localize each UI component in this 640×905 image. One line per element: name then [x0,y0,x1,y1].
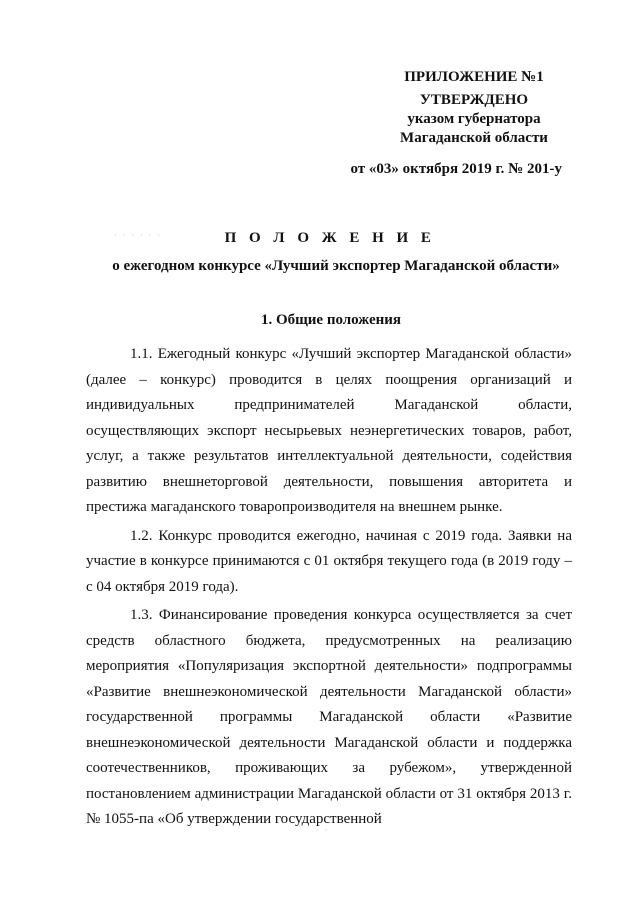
section-title: 1. Общие положения [260,312,402,328]
approval-header [300,68,620,179]
paragraph-1-2: 1.2. Конкурс проводится ежегодно, начиная с 2019 года. Заявки на участие в конкурсе принимаются с 01 октября текущего года (в 2019 году – с 04 октября 2019 года). [86,527,572,595]
date-number-label: от «03» октября 2019 г. № 201-у [350,161,562,177]
paragraph-1-1: 1.1. Ежегодный конкурс «Лучший экспортер Магаданской области» (далее – конкурс) проводится в целях поощрения организаций и индивидуальных предпринимателей Магаданской области, осуществляющих экспорт несырьевых неэнергетических товаров, работ, услуг, а также результатов интеллектуальной деятельности, содействия развитию внешнеторговой деятельности, повышения авторитета и престижа магаданского товаропроизводителя на внешнем рынке. [86,346,572,515]
scan-speckles: · · · · · · [114,231,162,240]
region-label: Магаданской области [400,130,548,146]
decree-label: указом губернатора [407,111,541,127]
section-body [86,342,572,833]
paragraph-1-3: 1.3. Финансирование проведения конкурса осуществляется за счет средств областного бюджета, предусмотренных на реализацию мероприятия «Популяризация экспортной деятельности» подпрограммы «Развитие внешнеэкономической деятельности Магаданской области» государственной программы Магаданской области «Развитие внешнеэкономической деятельности Магаданской области и поддержка соотечественников, проживающих за рубежом», утвержденной постановлением администрации Магаданской области от 31 октября 2013 г. № 1055-па «Об утверждении государственной [86,607,572,827]
appendix-label: ПРИЛОЖЕНИЕ №1 [404,69,544,85]
document-subtitle: о ежегодном конкурсе «Лучший экспортер Магаданской области» [112,258,560,274]
approved-label: УТВЕРЖДЕНО [419,92,529,108]
document-title: П О Л О Ж Е Н И Е [224,230,436,246]
scan-speckles-bottom: · · [316,826,330,835]
